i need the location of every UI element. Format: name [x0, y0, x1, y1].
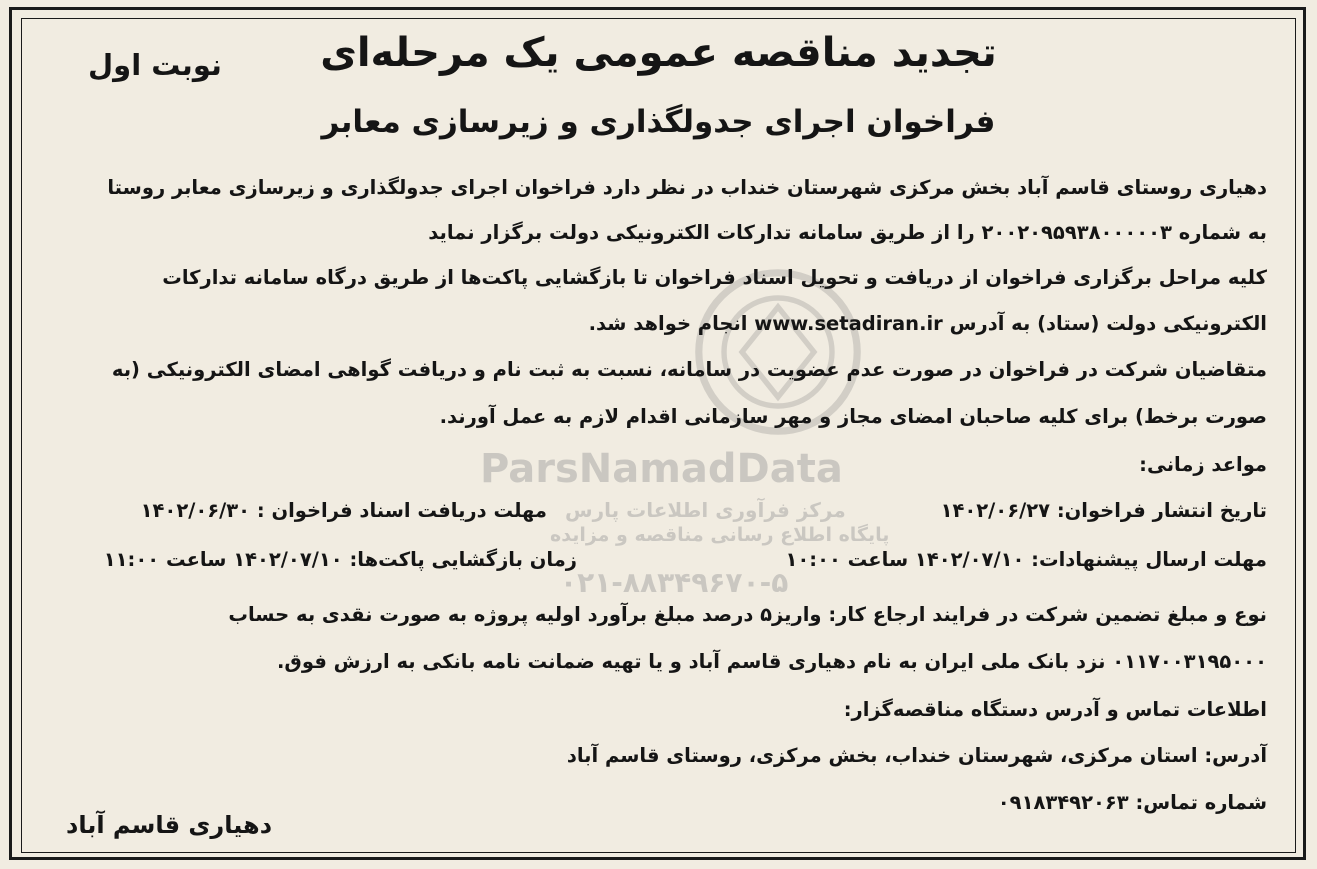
notice-title: تجدید مناقصه عمومی یک مرحله‌ای: [320, 30, 997, 76]
opening-time: زمان بازگشایی پاکت‌ها: ۱۴۰۲/۰۷/۱۰ ساعت ۱۱:۰۰: [103, 548, 577, 571]
contact-heading: اطلاعات تماس و آدرس دستگاه مناقصه‌گزار:: [843, 698, 1267, 721]
body-line-2: به شماره ۲۰۰۲۰۹۵۹۳۸۰۰۰۰۰۳ را از طریق سامانه تدارکات الکترونیکی دولت برگزار نماید: [428, 221, 1267, 244]
submit-deadline: مهلت ارسال پیشنهادات: ۱۴۰۲/۰۷/۱۰ ساعت ۱۰:۰۰: [785, 548, 1267, 571]
watermark-tagline: مرکز فرآوری اطلاعات پارس: [565, 498, 846, 522]
body-line-1: دهیاری روستای قاسم آباد بخش مرکزی شهرستان خنداب در نظر دارد فراخوان اجرای جدولگذاری و زیرسازی معابر روستا: [107, 176, 1267, 199]
watermark-phone: ۰۲۱-۸۸۳۴۹۶۷۰-۵: [560, 566, 789, 599]
watermark-name: ParsNamadData: [480, 446, 843, 492]
round-label: نوبت اول: [88, 48, 222, 82]
notice-subtitle: فراخوان اجرای جدولگذاری و زیرسازی معابر: [321, 104, 996, 140]
guarantee-line-2: ۰۱۱۷۰۰۳۱۹۵۰۰۰ نزد بانک ملی ایران به نام دهیاری قاسم آباد و یا تهیه ضمانت نامه بانکی به ارزش فوق.: [277, 650, 1267, 673]
schedule-heading: مواعد زمانی:: [1139, 453, 1267, 476]
contact-phone: شماره تماس: ۰۹۱۸۳۴۹۲۰۶۳: [997, 791, 1267, 814]
body-line-4: الکترونیکی دولت (ستاد) به آدرس www.setadiran.ir انجام خواهد شد.: [588, 312, 1267, 335]
publish-date: تاریخ انتشار فراخوان: ۱۴۰۲/۰۶/۲۷: [940, 499, 1267, 522]
body-line-5: متقاضیان شرکت در فراخوان در صورت عدم عضویت در سامانه، نسبت به ثبت نام و دریافت گواهی امضای الکترونیکی (به: [111, 358, 1267, 381]
doc-deadline: مهلت دریافت اسناد فراخوان : ۱۴۰۲/۰۶/۳۰: [140, 499, 547, 522]
signature: دهیاری قاسم آباد: [66, 811, 273, 839]
body-line-3: کلیه مراحل برگزاری فراخوان از دریافت و تحویل اسناد فراخوان تا بازگشایی پاکت‌ها از طریق درگاه سامانه تدارکات: [162, 266, 1267, 289]
inner-border: [21, 18, 1296, 853]
watermark-tagline-2: پایگاه اطلاع رسانی مناقصه و مزایده: [550, 524, 890, 546]
body-line-6: صورت برخط) برای کلیه صاحبان امضای مجاز و مهر سازمانی اقدام لازم به عمل آورند.: [439, 405, 1267, 428]
guarantee-line-1: نوع و مبلغ تضمین شرکت در فرایند ارجاع کار: واریز۵ درصد مبلغ برآورد اولیه پروژه به صورت نقدی به حساب: [228, 603, 1267, 626]
contact-address: آدرس: استان مرکزی، شهرستان خنداب، بخش مرکزی، روستای قاسم آباد: [566, 744, 1267, 767]
